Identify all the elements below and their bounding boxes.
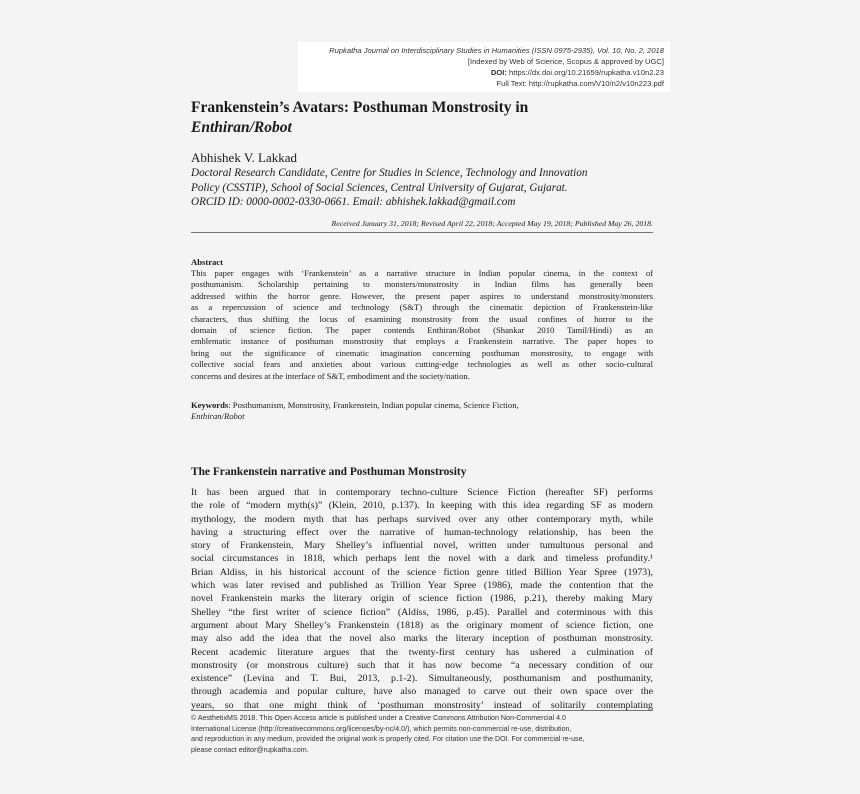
body-line: through academia and popular culture, have also managed to carve out their own space over the (191, 686, 653, 698)
abstract-line: emblematic instance of posthuman monstrosity that employs a Frankenstein narrative. The paper hopes to (191, 336, 653, 347)
keywords-label: Keywords (191, 400, 229, 410)
body-line: monstrosity (or monstrous culture) such that it has now become “a necessary condition of our (191, 659, 653, 671)
author-name: Abhishek V. Lakkad (191, 150, 298, 165)
body-line: story of Frankenstein, Mary Shelley’s influential novel, written under tumultuous personal and (191, 540, 653, 552)
indexing-note: [Indexed by Web of Science, Scopus & approved by UGC] (467, 57, 664, 66)
affiliation-line: Doctoral Research Candidate, Centre for Studies in Science, Technology and Innovation (191, 167, 588, 179)
body-line: which was later revised and published as Trillion Year Spree (1986), made the contention that the (191, 580, 653, 592)
abstract-line: concerns and desires at the interface of S&T, embodiment and the society/nation. (191, 370, 470, 381)
keywords-list: : Posthumanism, Monstrosity, Frankenstein, Indian popular cinema, Science Fiction, (228, 400, 519, 410)
body-line: may also add the idea that the novel also marks the literary inception of posthuman monstrosity. (191, 633, 653, 645)
abstract-line: addressed within the horror genre. However, the present paper aspires to understand monstrosity/monsters (191, 290, 653, 301)
section-body (191, 486, 653, 712)
paper-title-italic: Enthiran/Robot (191, 119, 292, 136)
affiliation-line: ORCID ID: 0000-0002-0330-0661. Email: abhishek.lakkad@gmail.com (191, 196, 516, 208)
keywords (191, 400, 653, 423)
keywords-italic: Enthiran/Robot (191, 411, 245, 422)
section-heading: The Frankenstein narrative and Posthuman Monstrosity (191, 466, 467, 478)
body-line: Brian Aldiss, in his historical account of the science fiction genre titled Billion Year Spree (1973), (191, 566, 653, 578)
body-line: mythology, the modern myth that has perhaps survived over any other contemporary myth, while (191, 513, 653, 525)
body-line: having a structuring effect over the narrative of human-technology relationship, has been the (191, 526, 653, 538)
body-line: argument about Mary Shelley’s Frankenstein (1818) as the originary moment of science fiction, one (191, 619, 653, 631)
journal-citation: Rupkatha Journal on Interdisciplinary Studies in Humanities (ISSN 0975-2935), Vol. 10, No. 2, 2018 (329, 46, 664, 55)
body-line: social circumstances in 1818, which perhaps lent the novel with a dark and timeless profundity.¹ (191, 553, 653, 565)
license-line: © AesthetixMS 2018. This Open Access article is published under a Creative Commons Attribution Non-Commercial 4.0 (191, 714, 566, 722)
license-line: International License (http://creativecommons.org/licenses/by-nc/4.0/), which permits non-commercial re-use, distribution, (191, 724, 572, 733)
paper-title-main: Frankenstein’s Avatars: Posthuman Monstrosity in (191, 99, 529, 116)
doi-line (298, 67, 664, 78)
body-line: years, so that one might think of ‘posthuman monstrosity’ instead of solitarily contemplating (191, 699, 653, 711)
license-line: and reproduction in any medium, provided the original work is properly cited. For citation use the DOI. For commercial re-use, (191, 735, 585, 744)
body-line: Recent academic literature argues that the twenty-first century has ushered a culmination of (191, 646, 653, 658)
body-line: It has been argued that in contemporary techno-culture Science Fiction (hereafter SF) performs (191, 487, 653, 498)
body-line: Shelley “the first writer of science fiction” (Aldiss, 1986, p.45). Parallel and coterminous with this (191, 606, 653, 618)
body-line: existence” (Levina and T. Bui, 2013, p.1-2). Simultaneously, posthumanism and posthumanity, (191, 673, 653, 685)
author-affiliation (191, 166, 653, 210)
abstract-line: collective social fears and anxieties about various cutting-edge technologies as well as other socio-cultural (191, 359, 653, 370)
abstract-line: domain of science fiction. The paper contends Enthiran/Robot (Shankar 2010 Tamil/Hindi) as an (191, 325, 653, 336)
abstract-line: posthumanism. Scholarship pertaining to monsters/monstrosity in Indian films has generally been (191, 279, 653, 290)
abstract-line: characters, thus shifting the locus of examining monstrosity from the usual confines of horror to the (191, 313, 653, 324)
doi-link[interactable]: https://dx.doi.org/10.21659/rupkatha.v10n2.23 (509, 68, 664, 77)
journal-header (298, 42, 670, 92)
license-footer (191, 710, 653, 755)
abstract-line: bring out the significance of cinematic imagination concerning posthuman monstrosity, to engage with (191, 347, 653, 358)
publication-dates: Received January 31, 2018; Revised April 22, 2018; Accepted May 19, 2018; Published May 26, 2018. (191, 219, 653, 233)
abstract-body (191, 268, 653, 382)
license-line: please contact editor@rupkatha.com. (191, 745, 309, 754)
abstract-heading: Abstract (191, 257, 223, 267)
abstract-line: as a repercussion of science and technology (S&T) through the cinematic depiction of Frankenstein-like (191, 302, 653, 313)
full-text-link[interactable]: Full Text: http://rupkatha.com/V10/n2/v10n223.pdf (496, 79, 664, 88)
abstract-line: This paper engages with ‘Frankenstein’ as a narrative structure in Indian popular cinema, in the context of (191, 268, 653, 278)
paper-title (191, 98, 653, 138)
doi-label: DOI: (490, 68, 507, 77)
body-line: novel Frankenstein marks the literary origin of science fiction (1986, p.21), thereby making Mary (191, 593, 653, 605)
affiliation-line: Policy (CSSTIP), School of Social Sciences, Central University of Gujarat, Gujarat. (191, 181, 568, 194)
body-line: the role of “modern myth(s)” (Klein, 2010, p.137). In keeping with this idea regarding SF as modern (191, 500, 653, 512)
